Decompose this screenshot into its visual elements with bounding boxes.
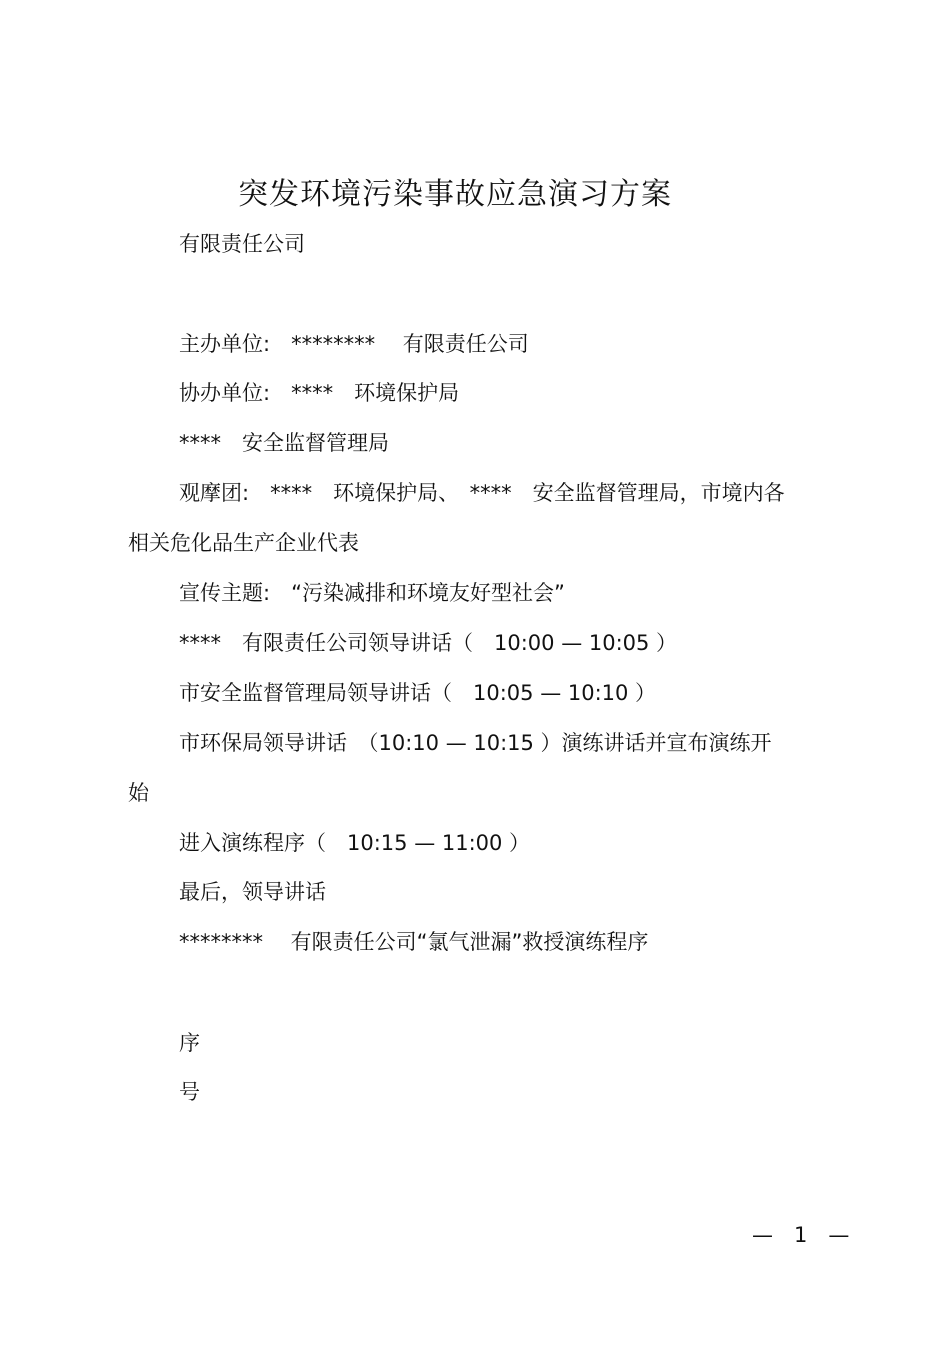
environment-bureau-speech-line: 市环保局领导讲话 （10:10 — 10:15 ）演练讲话并宣布演练开 <box>179 731 772 755</box>
drill-procedure-line: 进入演练程序（ 10:15 — 11:00 ） <box>179 831 531 855</box>
observer-group-continuation: 相关危化品生产企业代表 <box>128 531 359 555</box>
document-title: 突发环境污染事故应急演习方案 <box>238 177 672 212</box>
co-organizer-line: 协办单位: **** 环境保护局 <box>179 381 460 405</box>
page-number: — 1 — <box>752 1223 850 1247</box>
speech-line-continuation: 始 <box>128 781 149 805</box>
company-speech-line: **** 有限责任公司领导讲话（ 10:00 — 10:05 ） <box>179 631 678 655</box>
drill-program-heading: ******** 有限责任公司“氯气泄漏”救授演练程序 <box>179 930 649 954</box>
company-line: 有限责任公司 <box>179 232 305 256</box>
table-header-serial-top: 序 <box>179 1031 200 1055</box>
safety-bureau-speech-line: 市安全监督管理局领导讲话（ 10:05 — 10:10 ） <box>179 681 657 705</box>
table-header-serial-bottom: 号 <box>179 1080 200 1104</box>
organizer-line: 主办单位: ******** 有限责任公司 <box>179 332 529 356</box>
campaign-theme-line: 宣传主题: “污染减排和环境友好型社会” <box>179 581 565 605</box>
safety-bureau-line: **** 安全监督管理局 <box>179 431 389 455</box>
observer-group-line: 观摩团: **** 环境保护局、 **** 安全监督管理局，市境内各 <box>179 481 785 505</box>
final-speech-line: 最后，领导讲话 <box>179 880 326 904</box>
